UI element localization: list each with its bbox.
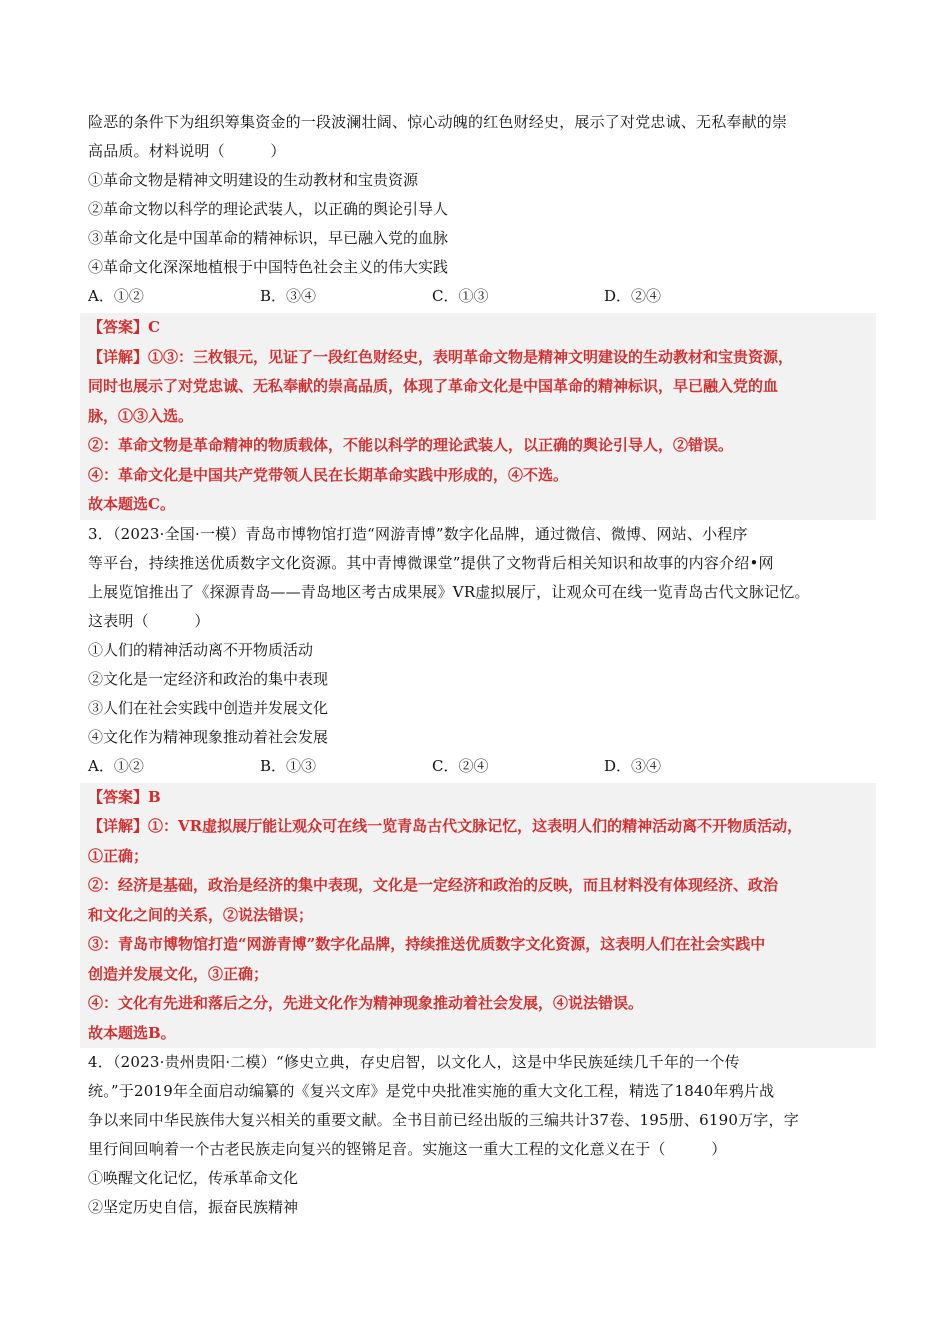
explanation-line: 故本题选C。 [88,495,175,513]
option-d: D．②④ [604,287,662,305]
question-stem-line: 险恶的条件下为组织筹集资金的一段波澜壮阔、惊心动魄的红色财经史，展示了对党忠诚、无私奉献的崇 [88,113,788,131]
option-a: A．①② [88,756,144,775]
question-stem-line: 争以来同中华民族伟大复兴相关的重要文献。全书目前已经出版的三编共计37卷、195册、6190万字，字 [88,1111,799,1129]
explanation-line: ④：文化有先进和落后之分，先进文化作为精神现象推动着社会发展，④说法错误。 [88,994,644,1012]
statement: ①人们的精神活动离不开物质活动 [88,640,314,659]
option-c: C．①③ [432,287,489,305]
explanation-line: 同时也展示了对党忠诚、无私奉献的崇高品质，体现了革命文化是中国革命的精神标识，早已融入党的血 [88,377,779,395]
option-b: B．①③ [260,756,317,775]
answer-options [88,752,868,781]
statement: ①唤醒文化记忆，传承革命文化 [88,1169,299,1187]
question-stem-line: 3．（2023·全国·一模）青岛市博物馆打造“网游青博”数字化品牌，通过微信、微博、网站、小程序 [88,524,748,543]
answer-explanation-box [80,313,876,520]
answer-label: 【答案】B [88,787,161,806]
question-3 [88,520,868,1049]
option-d: D．③④ [604,756,662,775]
option-a: A．①② [88,287,144,305]
statement: ②革命文物以科学的理论武装人，以正确的舆论引导人 [88,200,449,218]
explanation-line: 创造并发展文化，③正确； [88,964,269,983]
question-stem-line: 里行间回响着一个古老民族走向复兴的铿锵足音。实施这一重大工程的文化意义在于（ ） [88,1140,727,1158]
option-c: C．②④ [432,756,489,775]
explanation-line: 和文化之间的关系，②说法错误； [88,905,314,924]
question-4 [88,1048,868,1222]
document-content [88,108,868,1222]
statement: ③革命文化是中国革命的精神标识，早已融入党的血脉 [88,229,449,247]
statement: ④革命文化深深地植根于中国特色社会主义的伟大实践 [88,258,449,276]
explanation-line: ④：革命文化是中国共产党带领人民在长期革命实践中形成的，④不选。 [88,465,569,484]
question-stem-line: 4．（2023·贵州贵阳·二模）“修史立典，存史启智，以文化人，这是中华民族延续几千年的一个传 [88,1053,740,1071]
explanation-line: ②：经济是基础，政治是经济的集中表现，文化是一定经济和政治的反映，而且材料没有体现经济、政治 [88,876,779,894]
statement: ③人们在社会实践中创造并发展文化 [88,698,329,717]
explanation-line: 故本题选B。 [88,1023,176,1042]
answer-label: 【答案】C [88,318,160,336]
statement: ②文化是一定经济和政治的集中表现 [88,669,329,688]
explanation-line: 脉，①③入选。 [88,406,194,425]
explanation-line: ③：青岛市博物馆打造“网游青博”数字化品牌，持续推送优质数字文化资源，这表明人们在社会实践中 [88,935,766,953]
statement: ④文化作为精神现象推动着社会发展 [88,727,329,746]
question-stem-line: 上展览馆推出了《探源青岛——青岛地区考古成果展》VR虚拟展厅，让观众可在线一览青岛古代文脉记忆。 [88,582,810,601]
question-stem-line: 这表明（ ） [88,611,210,630]
explanation-line: ①正确； [88,846,149,865]
question-stem-line: 统。”于2019年全面启动编纂的《复兴文库》是党中央批准实施的重大文化工程，精选了1840年鸦片战 [88,1082,775,1100]
statement: ①革命文物是精神文明建设的生动教材和宝贵资源 [88,171,419,189]
explanation-line: 【详解】①：VR虚拟展厅能让观众可在线一览青岛古代文脉记忆，这表明人们的精神活动离不开物质活动， [88,817,803,835]
question-2 [88,108,868,520]
answer-options [88,282,868,311]
option-b: B．③④ [260,287,317,305]
explanation-line: 【详解】①③：三枚银元，见证了一段红色财经史，表明革命文物是精神文明建设的生动教材和宝贵资源， [88,347,794,366]
question-stem-line: 等平台，持续推送优质数字文化资源。其中青博微课堂”提供了文物背后相关知识和故事的内容介绍•网 [88,553,774,572]
statement: ②坚定历史自信，振奋民族精神 [88,1198,299,1216]
answer-explanation-box [80,783,876,1049]
question-stem-line: 高品质。材料说明（ ） [88,142,286,160]
explanation-line: ②：革命文物是革命精神的物质载体，不能以科学的理论武装人，以正确的舆论引导人，②错误。 [88,436,734,454]
